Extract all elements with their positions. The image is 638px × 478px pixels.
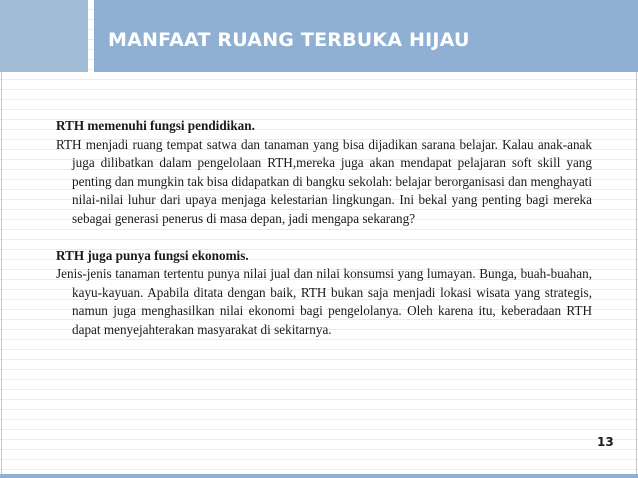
- title-bar: [94, 0, 638, 72]
- page-number: 13: [597, 435, 614, 449]
- slide-content: [56, 117, 592, 358]
- section-heading: RTH juga punya fungsi ekonomis.: [56, 247, 249, 263]
- bottom-bar: [0, 474, 638, 478]
- section-heading: RTH memenuhi fungsi pendidikan.: [56, 118, 255, 133]
- section-body: RTH menjadi ruang tempat satwa dan tanaman yang bisa dijadikan sarana belajar. Kalau anak-anak juga dilibatkan dalam pengelolaan RTH,mereka juga akan mendapat pelajaran soft skill yang penting dan mungkin tak bisa didapatkan di bangku sekolah: belajar berorganisasi dan menghayati nilai-nilai luhur dari upaya menjaga kelestarian lingkungan. Ini bekal yang penting bagi mereka sebagai generasi penerus di masa depan, jadi mengapa sekarang?: [56, 136, 592, 226]
- section-ekonomis: [56, 247, 592, 340]
- section-body: Jenis-jenis tanaman tertentu punya nilai jual dan nilai konsumsi yang lumayan. Bunga, buah-buahan, kayu-kayuan. Apabila ditata dengan baik, RTH bukan saja menjadi lokasi wisata yang strategis, namun juga menghasilkan nilai ekonomi bagi pengelolanya. Oleh karena itu, keberadaan RTH dapat menyejahterakan masyarakat di sekitarnya.: [56, 266, 592, 337]
- slide-title: MANFAAT RUANG TERBUKA HIJAU: [108, 29, 470, 51]
- title-bar-accent: [0, 0, 88, 72]
- left-border-line: [1, 72, 2, 474]
- section-pendidikan: [56, 117, 592, 228]
- right-border-line: [636, 72, 637, 474]
